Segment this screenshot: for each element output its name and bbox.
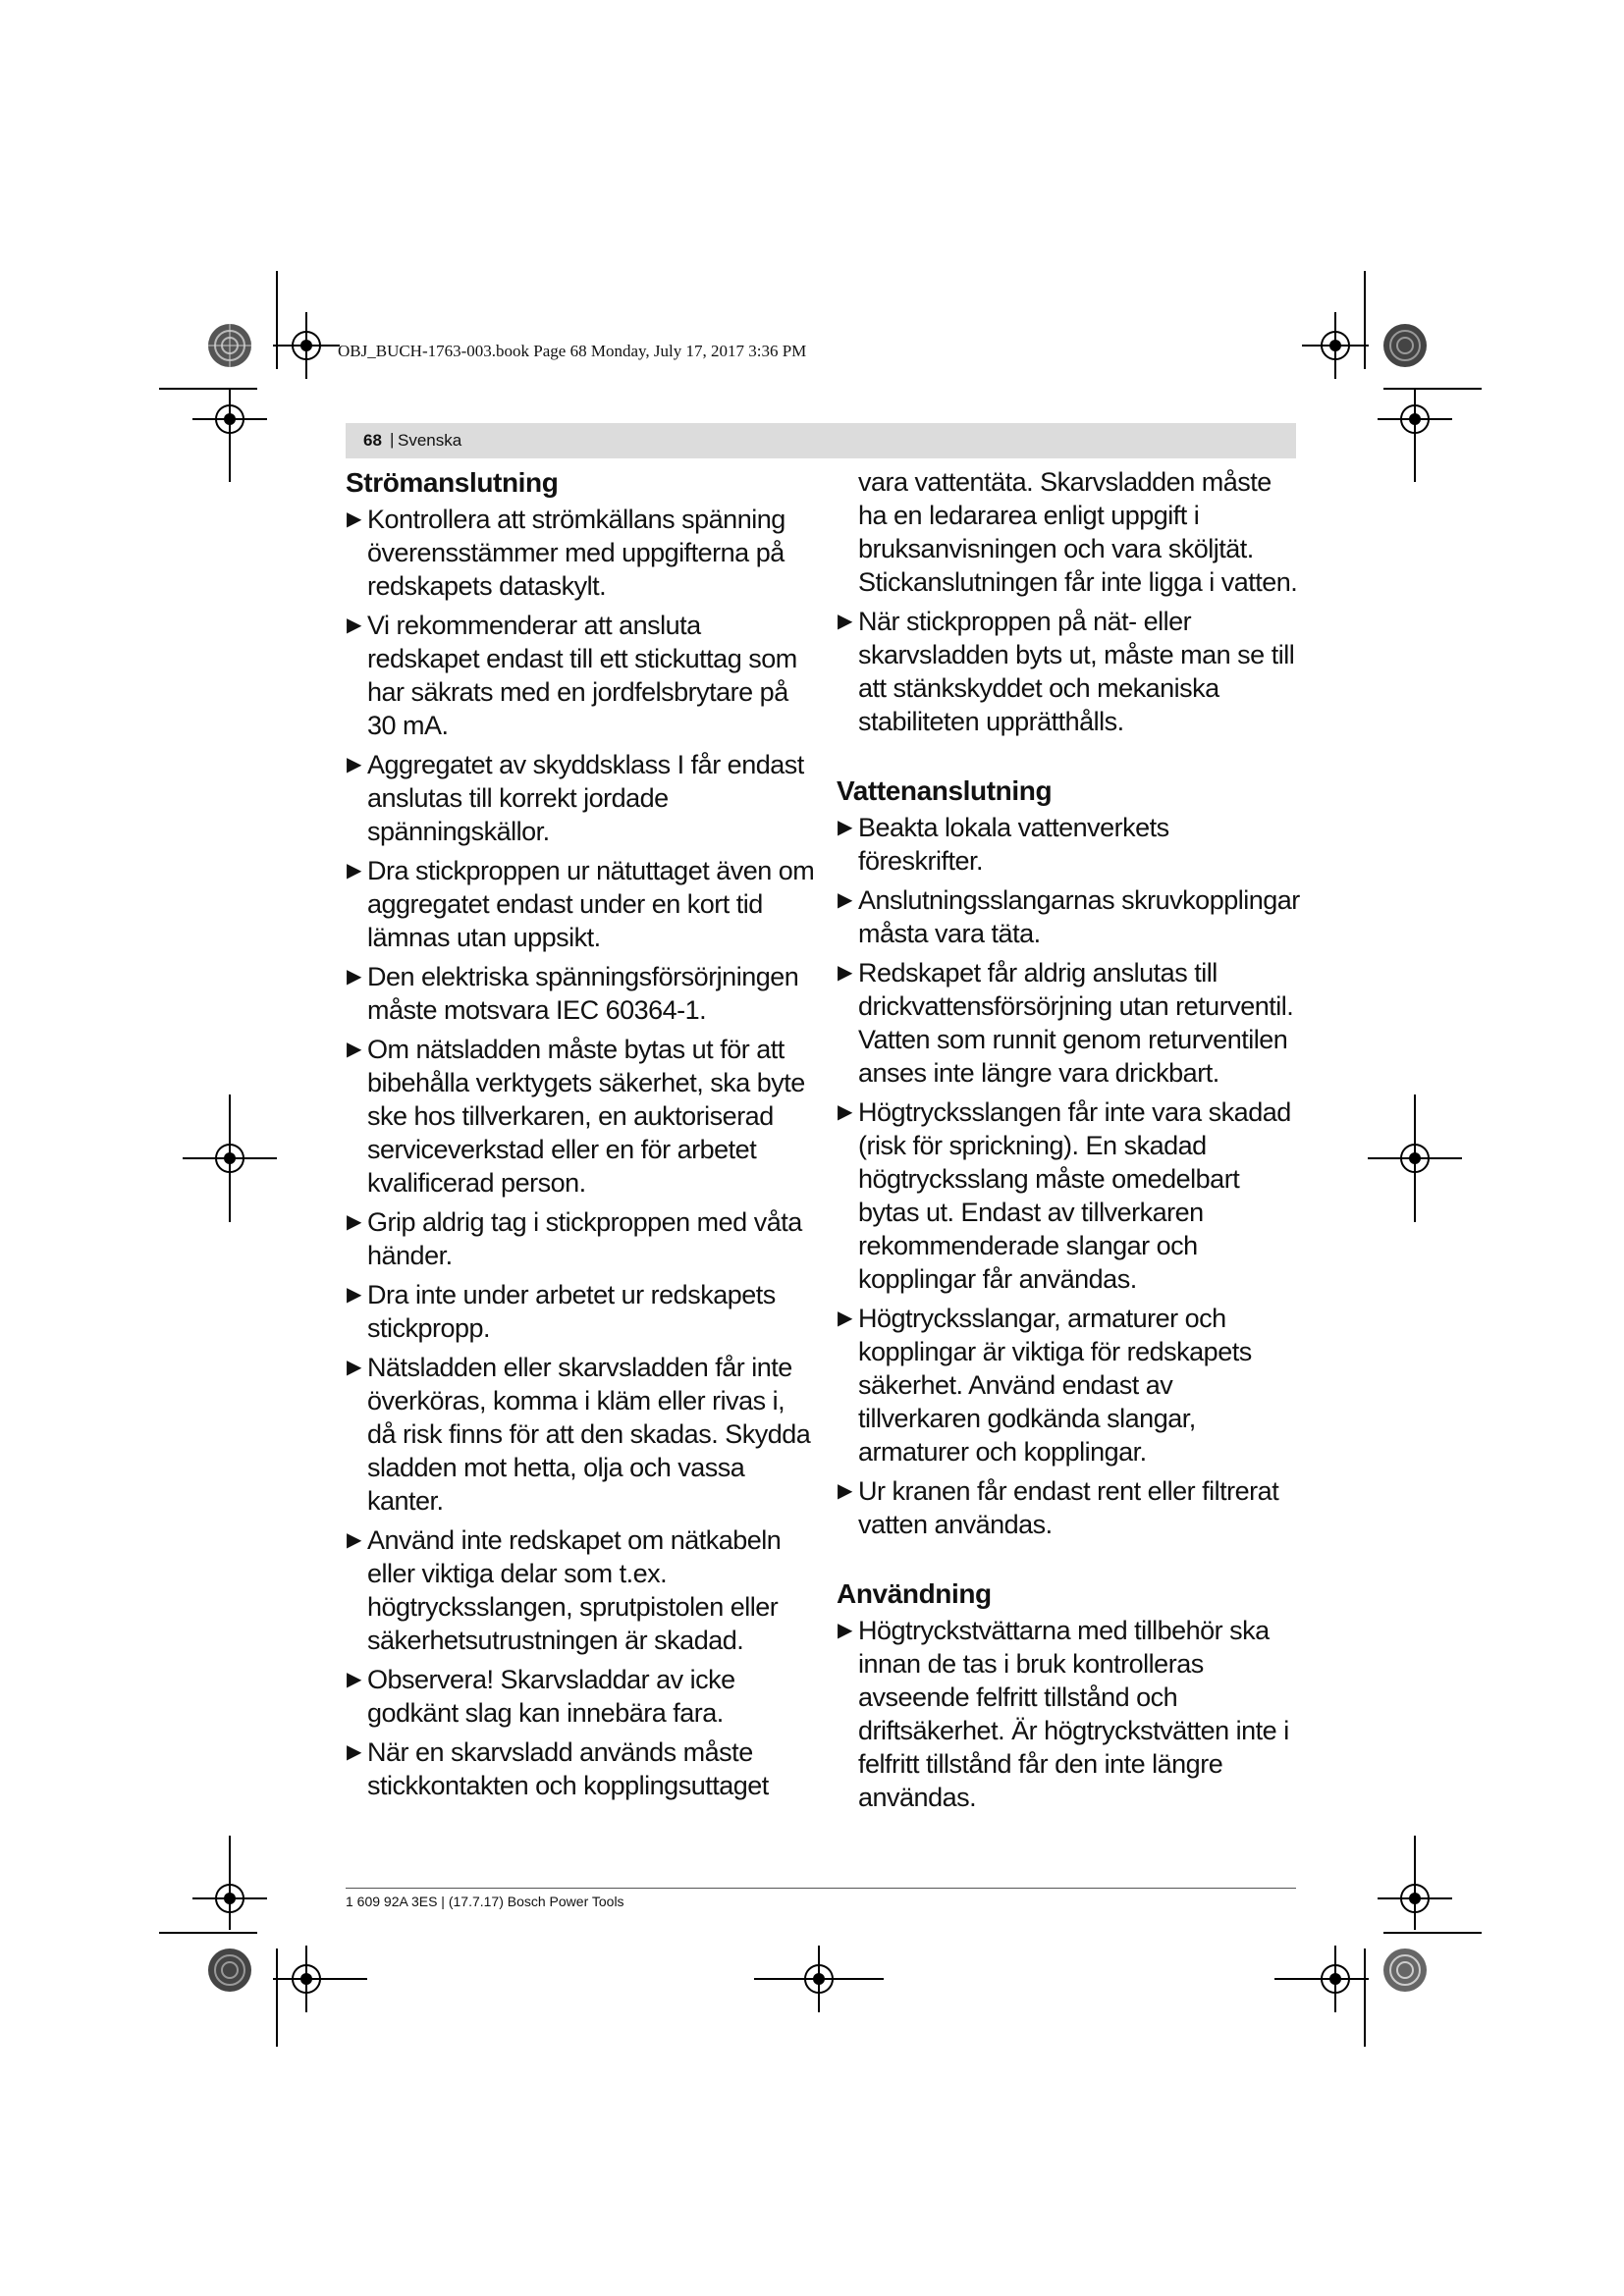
section-heading-usage: Användning bbox=[837, 1578, 992, 1609]
triangle-right-icon: ▶ bbox=[347, 1669, 361, 1690]
triangle-right-icon: ▶ bbox=[838, 889, 852, 911]
color-target-icon bbox=[206, 1947, 253, 1994]
continued-text: vara vattentäta. Skarvsladden måste ha en ledararea enligt uppgift i bruksanvisningen och vara sköljtät. Stickanslutningen får inte ligga i vatten. bbox=[858, 467, 1298, 597]
crosshair-icon bbox=[1378, 1836, 1452, 1930]
triangle-right-icon: ▶ bbox=[838, 1101, 852, 1123]
right-column bbox=[837, 465, 1300, 1820]
triangle-right-icon: ▶ bbox=[838, 1620, 852, 1641]
triangle-right-icon: ▶ bbox=[838, 1480, 852, 1502]
crosshair-icon bbox=[273, 312, 340, 379]
list-item: ▶ Aggregatet av skyddsklass I får endast anslutas till korrekt jordade spänningskällor. bbox=[347, 750, 804, 846]
triangle-right-icon: ▶ bbox=[347, 1741, 361, 1763]
triangle-right-icon: ▶ bbox=[347, 1284, 361, 1306]
header-separator: | bbox=[390, 430, 395, 449]
section-heading-water: Vattenanslutning bbox=[837, 775, 1053, 806]
list-item: ▶ Redskapet får aldrig anslutas till drickvattensförsörjning utan returventil. Vatten som runnit genom returventilen anses inte längre vara drickbart. bbox=[838, 958, 1294, 1088]
list-item: ▶ Beakta lokala vattenverkets föreskrifter. bbox=[838, 813, 1169, 876]
list-item: ▶ Den elektriska spänningsförsörjningen måste motsvara IEC 60364-1. bbox=[347, 962, 799, 1025]
triangle-right-icon: ▶ bbox=[347, 1357, 361, 1378]
list-item: ▶ Anslutningsslangarnas skruvkopplingar måsta vara täta. bbox=[838, 885, 1300, 948]
list-item: ▶ När stickproppen på nät- eller skarvsladden byts ut, måste man se till att stänkskyddet och mekaniska stabiliteten upprätthålls. bbox=[838, 607, 1295, 736]
list-item: ▶ Om nätsladden måste bytas ut för att bibehålla verktygets säkerhet, ska byte ske hos tillverkaren, en auktoriserad serviceverkstad eller en för arbetet kvalificerad person. bbox=[347, 1035, 805, 1198]
list-item: ▶ Nätsladden eller skarvsladden får inte överköras, komma i kläm eller rivas i, då risk finns för att den skadas. Skydda sladden mot hetta, olja och vassa kanter. bbox=[347, 1353, 811, 1516]
file-header: OBJ_BUCH-1763-003.book Page 68 Monday, July 17, 2017 3:36 PM bbox=[338, 342, 807, 360]
triangle-right-icon: ▶ bbox=[347, 1039, 361, 1060]
footer-rule bbox=[346, 1888, 1296, 1889]
color-target-icon bbox=[206, 322, 253, 369]
crosshair-icon bbox=[183, 1095, 277, 1222]
list-item: ▶ Grip aldrig tag i stickproppen med våta händer. bbox=[347, 1207, 802, 1270]
crosshair-icon bbox=[192, 1836, 267, 1930]
page-number: 68 bbox=[363, 431, 382, 450]
list-item: ▶ Högtrycksslangar, armaturer och kopplingar är viktiga för redskapets säkerhet. Använd endast av tillverkaren godkända slangar, armaturer och kopplingar. bbox=[838, 1304, 1252, 1467]
list-item: ▶ Dra stickproppen ur nätuttaget även om aggregatet endast under en kort tid lämnas utan uppsikt. bbox=[347, 856, 815, 952]
list-item: ▶ Kontrollera att strömkällans spänning överensstämmer med uppgifterna på redskapets dataskylt. bbox=[347, 505, 785, 601]
crosshair-icon bbox=[1274, 1946, 1369, 2012]
list-item: ▶ Vi rekommenderar att ansluta redskapet endast till ett stickuttag som har säkrats med en jordfelsbrytare på 30 mA. bbox=[347, 611, 797, 740]
list-item: ▶ Högtryckstvättarna med tillbehör ska innan de tas i bruk kontrolleras avseende felfritt tillstånd och driftsäkerhet. Är högtryckstvätten inte i felfritt tillstånd får den inte längre användas. bbox=[838, 1616, 1289, 1812]
triangle-right-icon: ▶ bbox=[838, 817, 852, 838]
list-item: ▶ Högtrycksslangen får inte vara skadad (risk för sprickning). En skadad högtrycksslang måste omedelbart bytas ut. Endast av tillverkaren rekommenderade slangar och kopplingar får användas. bbox=[838, 1097, 1291, 1294]
list-item: ▶ Ur kranen får endast rent eller filtrerat vatten användas. bbox=[838, 1476, 1279, 1539]
triangle-right-icon: ▶ bbox=[347, 966, 361, 988]
list-item: ▶ När en skarvsladd används måste stickkontakten och kopplingsuttaget bbox=[347, 1737, 769, 1800]
footer-text: 1 609 92A 3ES | (17.7.17) Bosch Power Tools bbox=[346, 1894, 624, 1909]
triangle-right-icon: ▶ bbox=[347, 614, 361, 636]
page-header-bar bbox=[346, 423, 1296, 458]
triangle-right-icon: ▶ bbox=[838, 1308, 852, 1329]
crosshair-icon bbox=[192, 388, 267, 482]
left-column bbox=[346, 465, 817, 1808]
section-heading-power: Strömanslutning bbox=[346, 467, 559, 498]
triangle-right-icon: ▶ bbox=[838, 611, 852, 632]
triangle-right-icon: ▶ bbox=[838, 962, 852, 984]
crosshair-icon bbox=[1302, 312, 1369, 379]
color-target-icon bbox=[1381, 322, 1429, 369]
list-item: ▶ Observera! Skarvsladdar av icke godkänt slag kan innebära fara. bbox=[347, 1665, 735, 1728]
crosshair-icon bbox=[1368, 1095, 1462, 1222]
crosshair-icon bbox=[273, 1946, 367, 2012]
crosshair-icon bbox=[754, 1946, 884, 2012]
triangle-right-icon: ▶ bbox=[347, 1529, 361, 1551]
triangle-right-icon: ▶ bbox=[347, 1211, 361, 1233]
header-language: Svenska bbox=[398, 431, 462, 450]
crosshair-icon bbox=[1378, 388, 1452, 482]
list-item: ▶ Dra inte under arbetet ur redskapets stickpropp. bbox=[347, 1280, 776, 1343]
triangle-right-icon: ▶ bbox=[347, 754, 361, 775]
triangle-right-icon: ▶ bbox=[347, 860, 361, 881]
list-item: ▶ Använd inte redskapet om nätkabeln eller viktiga delar som t.ex. högtrycksslangen, sprutpistolen eller säkerhetsutrustningen är skadad. bbox=[347, 1525, 782, 1655]
triangle-right-icon: ▶ bbox=[347, 508, 361, 530]
color-target-icon bbox=[1381, 1947, 1429, 1994]
